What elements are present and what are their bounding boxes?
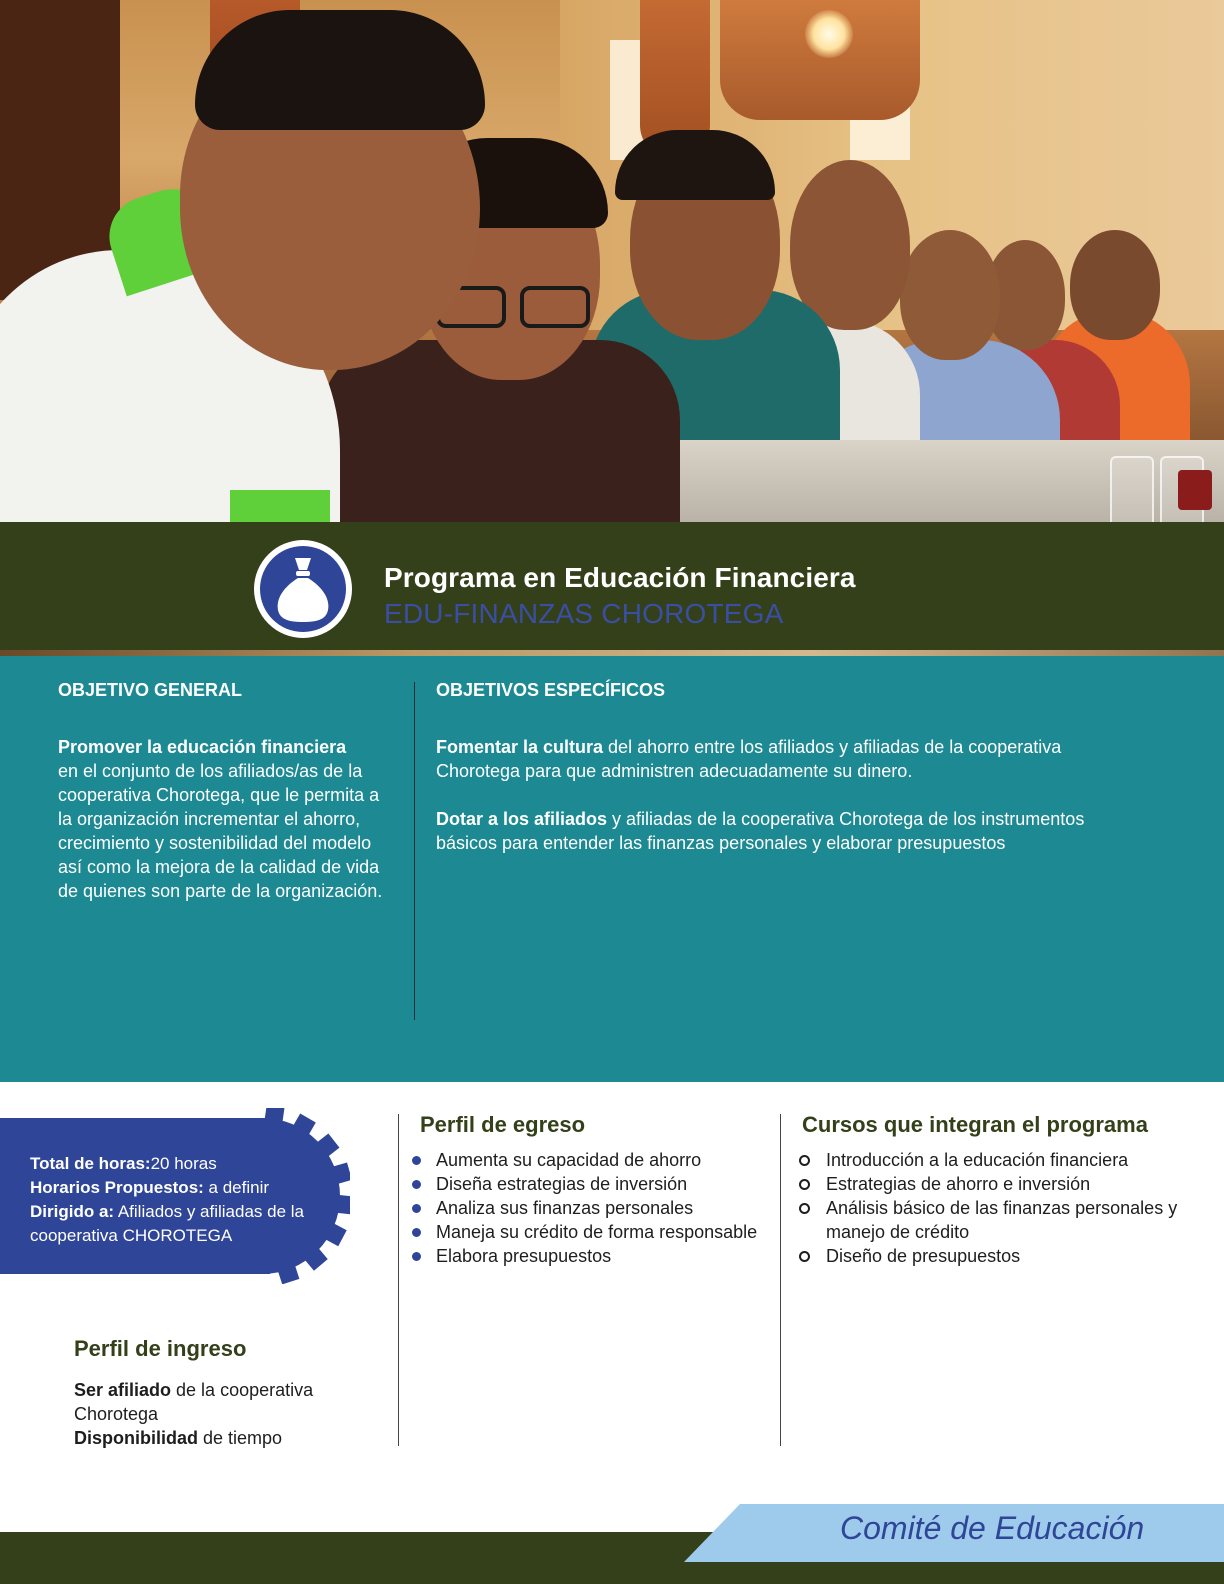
list-item-label: Maneja su crédito de forma responsable [436,1222,758,1242]
program-info [30,1152,330,1248]
ingreso-text [74,1378,374,1450]
schedule-value: a definir [203,1178,270,1197]
program-logo [254,540,352,638]
list-item-label: Analiza sus finanzas personales [436,1198,694,1218]
participant-hair [195,10,485,130]
list-item [409,1172,779,1196]
list-item [409,1196,779,1220]
participant-head [1070,230,1160,340]
specific-objective-1-bold: Fomentar la cultura [436,737,604,757]
list-item-label: Elabora presupuestos [436,1246,612,1266]
hours-label: Total de horas: [30,1154,151,1173]
dot-bullet-icon [412,1252,421,1261]
ingreso-line2-body: de tiempo [198,1428,283,1448]
dot-bullet-icon [412,1204,421,1213]
objectives-divider [414,682,415,1020]
list-item-label: Análisis básico de las finanzas personales y manejo de crédito [826,1198,1178,1242]
specific-objective-2-body: y afiliadas de la cooperativa Chorotega de los instrumentos básicos para entender las finanzas personales y elaborar presupuestos [436,809,1085,853]
general-objective-bold: Promover la educación financiera [58,737,347,757]
ring-bullet-icon [799,1203,810,1214]
audience-value: Afiliados y afiliadas de la cooperativa CHOROTEGA [30,1202,305,1245]
list-item-label: Diseña estrategias de inversión [436,1174,688,1194]
ingreso-line1-body: de la cooperativa Chorotega [74,1380,314,1424]
specific-objective-2-bold: Dotar a los afiliados [436,809,608,829]
list-item [409,1244,779,1268]
footer-committee: Comité de Educación [840,1510,1145,1546]
ring-bullet-icon [799,1155,810,1166]
list-item-label: Diseño de presupuestos [826,1246,1021,1266]
participant-head [790,160,910,330]
general-objective-text [58,735,398,903]
cursos-heading: Cursos que integran el programa [802,1112,1148,1137]
specific-objective-1-body: del ahorro entre los afiliados y afiliadas de la cooperativa Chorotega para que administren adecuadamente su dinero. [436,737,1062,781]
shirt-stripe [230,490,330,526]
program-subtitle: EDU-FINANZAS CHOROTEGA [384,598,784,629]
glasses [520,286,590,328]
general-objective-body: en el conjunto de los afiliados/as de la cooperativa Chorotega, que le permita a la organización incrementar el ahorro, crecimiento y sostenibilidad del modelo así como la mejora de la calidad de vida de quienes son parte de la organización. [58,761,383,901]
list-item [799,1172,1179,1196]
dot-bullet-icon [412,1180,421,1189]
specific-objective-1 [436,735,1136,783]
money-bag-icon [274,554,332,624]
dot-bullet-icon [412,1228,421,1237]
ingreso-line1-bold: Ser afiliado [74,1380,172,1400]
wine-glass [1178,470,1212,510]
ring-bullet-icon [799,1251,810,1262]
hours-value: 20 horas [150,1154,217,1173]
wall-lamp [805,10,853,58]
ingreso-heading: Perfil de ingreso [74,1336,247,1361]
ingreso-line2-bold: Disponibilidad [74,1428,198,1448]
egreso-heading: Perfil de egreso [420,1112,586,1137]
list-item-label: Aumenta su capacidad de ahorro [436,1150,702,1170]
ring-bullet-icon [799,1179,810,1190]
column-divider [398,1114,399,1446]
list-item [409,1148,779,1172]
column-divider [780,1114,781,1446]
participant-head [900,230,1000,360]
egreso-list [409,1148,779,1268]
list-item [799,1244,1179,1268]
list-item-label: Introducción a la educación financiera [826,1150,1129,1170]
glass [1110,456,1154,526]
list-item [409,1220,779,1244]
specific-objective-2 [436,807,1136,855]
audience-label: Dirigido a: [30,1202,115,1221]
general-objective-heading: OBJETIVO GENERAL [58,680,243,700]
list-item [799,1148,1179,1172]
hero-photo [0,0,1224,526]
specific-objectives-heading: OBJETIVOS ESPECÍFICOS [436,680,666,700]
program-title: Programa en Educación Financiera [384,562,856,593]
schedule-label: Horarios Propuestos: [30,1178,204,1197]
list-item-label: Estrategias de ahorro e inversión [826,1174,1091,1194]
list-item [799,1196,1179,1244]
cursos-list [799,1148,1179,1268]
dot-bullet-icon [412,1156,421,1165]
